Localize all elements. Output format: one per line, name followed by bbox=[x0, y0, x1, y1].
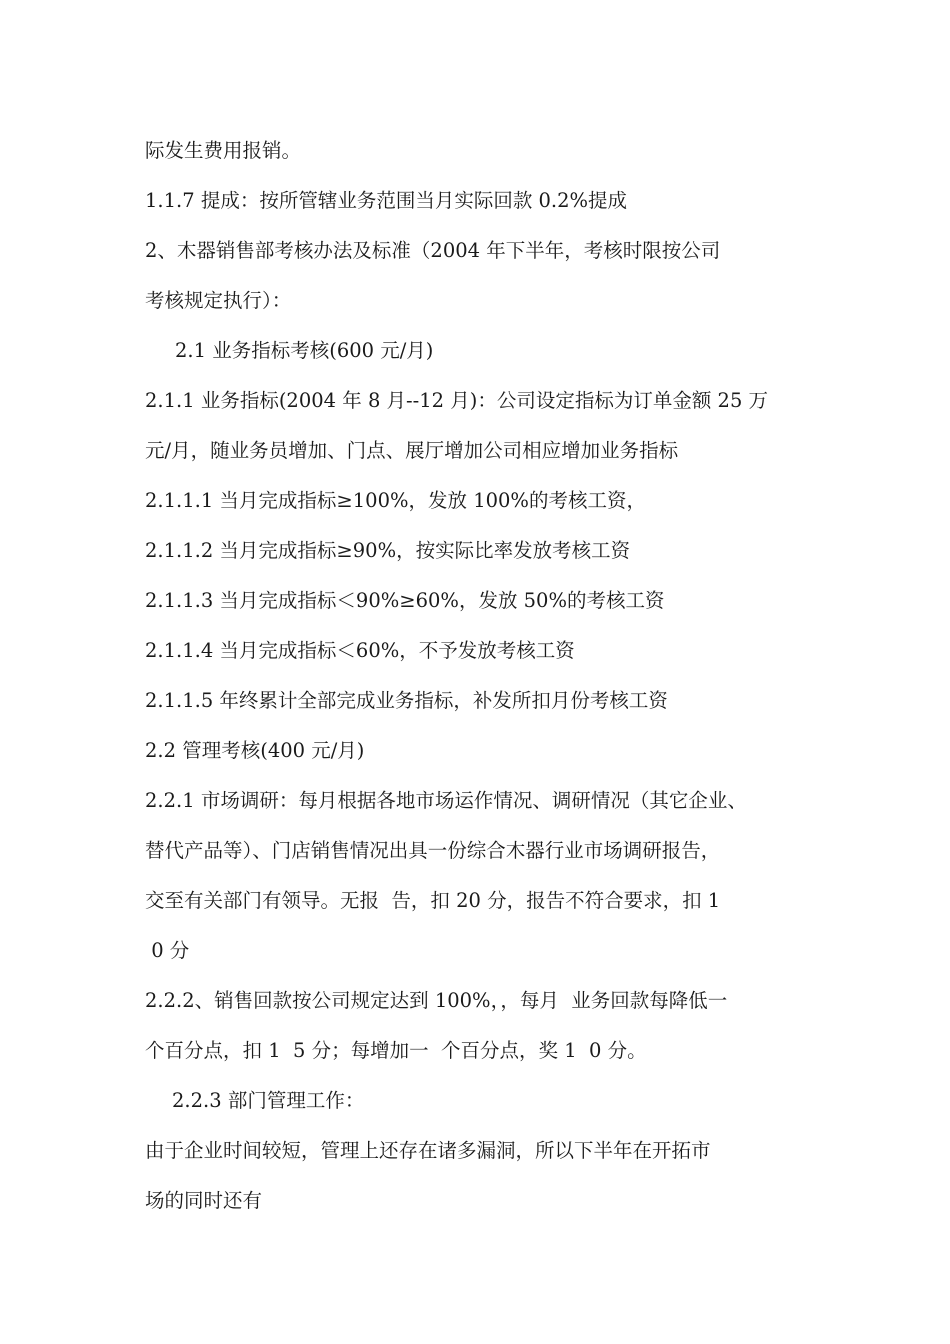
text-line-14: 2.2.1 市场调研：每月根据各地市场运作情况、调研情况（其它企业、 bbox=[145, 789, 747, 812]
text-line-6: 2.1.1 业务指标(2004 年 8 月--12 月)：公司设定指标为订单金额 25 万 bbox=[145, 389, 769, 412]
text-line-11: 2.1.1.4 当月完成指标＜60%，不予发放考核工资 bbox=[145, 639, 575, 662]
text-line-12: 2.1.1.5 年终累计全部完成业务指标，补发所扣月份考核工资 bbox=[145, 689, 668, 712]
text-line-2: 1.1.7 提成：按所管辖业务范围当月实际回款 0.2%提成 bbox=[145, 189, 628, 212]
text-line-15: 替代产品等）、门店销售情况出具一份综合木器行业市场调研报告， bbox=[145, 839, 721, 862]
text-line-21: 由于企业时间较短，管理上还存在诸多漏洞，所以下半年在开拓市 bbox=[145, 1139, 711, 1162]
text-line-16: 交至有关部门有领导。无报 告，扣 20 分，报告不符合要求，扣 1 bbox=[145, 889, 721, 912]
text-line-19: 个百分点，扣 1 5 分；每增加一 个百分点，奖 1 0 分。 bbox=[145, 1039, 647, 1062]
text-line-9: 2.1.1.2 当月完成指标≥90%，按实际比率发放考核工资 bbox=[145, 539, 631, 562]
section-heading-2-2-3: 2.2.3 部门管理工作： bbox=[172, 1089, 365, 1112]
text-line-17: 0 分 bbox=[145, 939, 190, 962]
text-line-1: 际发生费用报销。 bbox=[145, 139, 302, 162]
text-line-8: 2.1.1.1 当月完成指标≥100%，发放 100%的考核工资， bbox=[145, 489, 646, 512]
section-heading-2-1: 2.1 业务指标考核(600 元/月) bbox=[175, 339, 434, 362]
text-line-7: 元/月，随业务员增加、门点、展厅增加公司相应增加业务指标 bbox=[145, 439, 679, 462]
text-line-3: 2、木器销售部考核办法及标准（2004 年下半年，考核时限按公司 bbox=[145, 239, 721, 262]
text-line-4: 考核规定执行）： bbox=[145, 289, 292, 312]
text-line-22: 场的同时还有 bbox=[145, 1189, 263, 1212]
text-line-10: 2.1.1.3 当月完成指标＜90%≥60%，发放 50%的考核工资 bbox=[145, 589, 665, 612]
text-line-18: 2.2.2、销售回款按公司规定达到 100%，，每月 业务回款每降低一 bbox=[145, 989, 728, 1012]
section-heading-2-2: 2.2 管理考核(400 元/月) bbox=[145, 739, 365, 762]
